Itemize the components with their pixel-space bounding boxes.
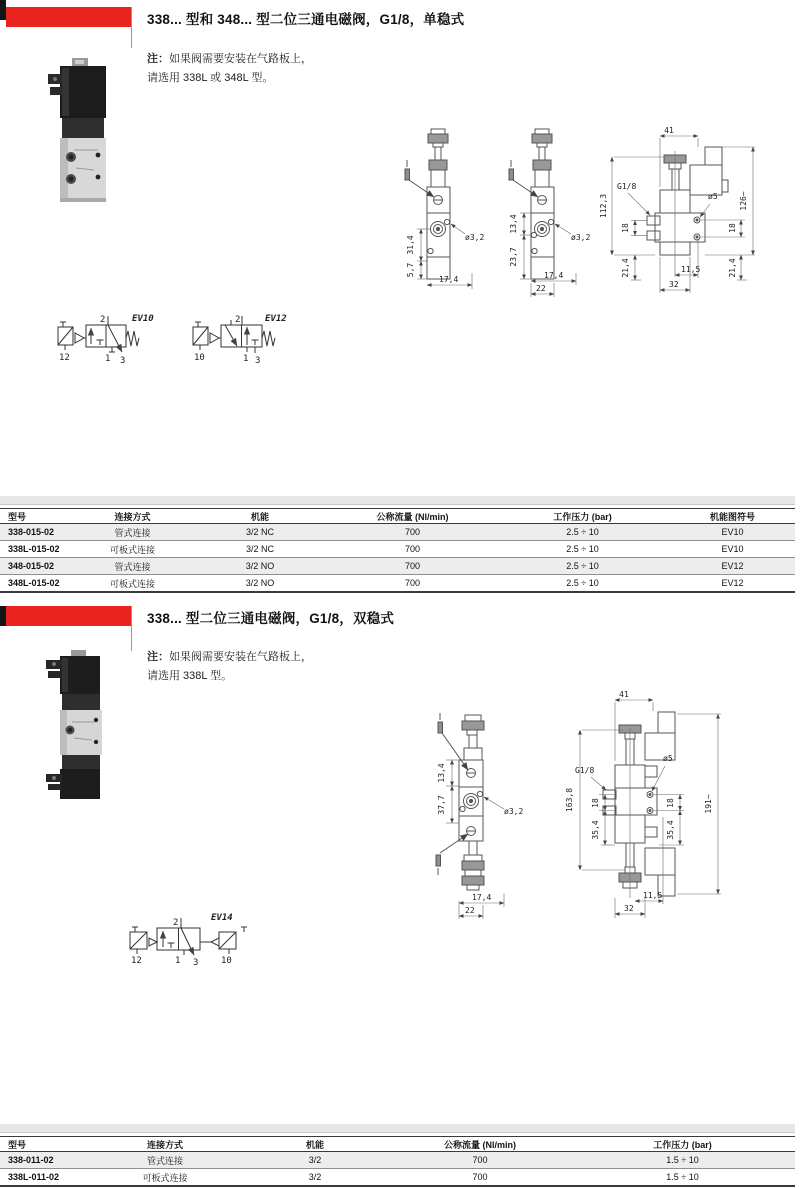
dimensions	[565, 690, 721, 918]
column-header: 连接方式	[90, 1137, 240, 1152]
dim-label: 23,7	[509, 247, 518, 267]
dim-label: 31,4	[406, 235, 415, 255]
port-1: 1	[243, 354, 249, 364]
table-cell: 3/2	[240, 1169, 390, 1187]
table-cell: EV12	[670, 575, 795, 593]
dimensions	[437, 760, 523, 919]
table-top-band	[0, 496, 795, 505]
model-cell: 348-015-02	[0, 558, 75, 575]
table-cell: 1.5 ÷ 10	[570, 1169, 795, 1187]
port-3: 3	[193, 958, 199, 968]
table-cell: 管式连接	[75, 558, 190, 575]
thread-label: G1/8	[617, 182, 637, 191]
table-cell: 3/2 NC	[190, 524, 330, 541]
table-cell: 3/2 NC	[190, 541, 330, 558]
dim-label: 35,4	[591, 820, 600, 840]
table-cell: 3/2 NO	[190, 575, 330, 593]
column-header: 机能	[240, 1137, 390, 1152]
dim-label: 18	[728, 223, 737, 233]
table-row	[0, 1169, 795, 1187]
thread-label: G1/8	[575, 766, 595, 775]
section-title: 338... 型二位三通电磁阀，G1/8，双稳式	[147, 611, 395, 626]
hole-label: ø5	[708, 192, 718, 201]
table-cell: 700	[330, 541, 495, 558]
hole-label: ø3,2	[504, 807, 524, 816]
table-cell: EV10	[670, 541, 795, 558]
table-row	[0, 1152, 795, 1169]
symbol-glyph	[193, 316, 275, 353]
port-3: 3	[120, 356, 126, 366]
dim-label: 41	[619, 690, 629, 699]
column-header: 型号	[0, 509, 75, 524]
dim-label: 13,4	[437, 763, 446, 783]
port-2: 2	[235, 315, 241, 325]
table-row	[0, 541, 795, 558]
dim-label: 21,4	[621, 258, 630, 278]
model-cell: 338L-015-02	[0, 541, 75, 558]
spec-table-single	[0, 508, 795, 593]
table-cell: EV10	[670, 524, 795, 541]
table-cell: 可板式连接	[75, 541, 190, 558]
table-cell: 700	[330, 524, 495, 541]
symbol-name: EV12	[265, 314, 287, 324]
port-3: 3	[255, 356, 261, 366]
port-2: 2	[173, 918, 179, 928]
column-header: 连接方式	[75, 509, 190, 524]
table-cell: 1.5 ÷ 10	[570, 1152, 795, 1169]
dim-label: 32	[669, 280, 679, 289]
dim-label: 37,7	[437, 795, 446, 815]
symbol-ev12	[185, 312, 300, 367]
dim-label: 5,7	[406, 262, 415, 278]
dim-label: 22	[536, 284, 546, 293]
section-title: 338... 型和 348... 型二位三通电磁阀，G1/8，单稳式	[147, 12, 465, 27]
hole-label: ø3,2	[571, 233, 591, 242]
table-row	[0, 524, 795, 541]
column-header: 公称流量 (Nl/min)	[330, 509, 495, 524]
note-line-1: 如果阀需要安装在气路板上，	[169, 651, 312, 663]
table-row	[0, 575, 795, 593]
table-cell: 700	[330, 558, 495, 575]
section-note	[147, 50, 467, 87]
drawing-front-view	[595, 127, 800, 299]
table-cell: 2.5 ÷ 10	[495, 575, 670, 593]
table-cell: 3/2 NO	[190, 558, 330, 575]
model-cell: 338L-011-02	[0, 1169, 90, 1187]
dim-label: 191~	[704, 794, 713, 814]
table-cell: 700	[390, 1152, 570, 1169]
note-prefix: 注：	[147, 651, 169, 663]
column-header: 机能图符号	[670, 509, 795, 524]
port-2: 2	[100, 315, 106, 325]
model-cell: 338-015-02	[0, 524, 75, 541]
dim-label: 35,4	[666, 820, 675, 840]
drawing-front-view-bistable	[555, 683, 800, 923]
dim-label: 126~	[739, 191, 748, 211]
drawing-side-view-1	[393, 127, 508, 297]
drawing-side-view-2	[498, 127, 608, 300]
dim-label: 112,3	[599, 193, 608, 219]
model-cell: 338-011-02	[0, 1152, 90, 1169]
table-cell: 3/2	[240, 1152, 390, 1169]
dim-label: 18	[666, 798, 675, 808]
dim-label: 13,4	[509, 214, 518, 234]
dim-label: 17,4	[439, 275, 459, 284]
dim-label: 18	[621, 223, 630, 233]
dim-label: 18	[591, 798, 600, 808]
table-cell: 2.5 ÷ 10	[495, 524, 670, 541]
symbol-glyph	[58, 316, 139, 352]
dim-label: 163,8	[565, 787, 574, 813]
table-cell: 可板式连接	[75, 575, 190, 593]
header-divider-line	[131, 606, 132, 651]
dim-label: 32	[624, 904, 634, 913]
column-header: 工作压力 (bar)	[570, 1137, 795, 1152]
port-1: 1	[175, 956, 181, 966]
port-12: 12	[59, 353, 70, 363]
dimensions	[599, 127, 755, 293]
header-red-bar	[6, 606, 131, 626]
port-1: 1	[105, 354, 111, 364]
hole-label: ø5	[663, 754, 673, 763]
header-red-bar	[6, 7, 131, 27]
table-row	[0, 558, 795, 575]
note-line-1: 如果阀需要安装在气路板上，	[169, 53, 312, 65]
table-cell: 管式连接	[75, 524, 190, 541]
port-10: 10	[221, 956, 232, 966]
dim-label: 22	[465, 906, 475, 915]
note-line-2: 请选用 338L 型。	[147, 669, 233, 682]
header-row	[0, 1137, 795, 1152]
dim-label: 17,4	[472, 893, 492, 902]
hole-label: ø3,2	[465, 233, 485, 242]
dim-label: 17,4	[544, 271, 564, 280]
table-cell: 700	[390, 1169, 570, 1187]
table-cell: 2.5 ÷ 10	[495, 541, 670, 558]
spec-table-single-wrap	[0, 496, 795, 593]
valve-outline	[405, 129, 450, 279]
symbol-glyph	[130, 918, 247, 955]
symbol-name: EV10	[132, 314, 154, 324]
symbol-ev10	[48, 312, 183, 367]
dim-label: 11,5	[643, 891, 663, 900]
table-cell: EV12	[670, 558, 795, 575]
header-divider-line	[131, 7, 132, 48]
product-photo-valve-single	[48, 58, 118, 204]
column-header: 机能	[190, 509, 330, 524]
table-cell: 可板式连接	[90, 1169, 240, 1187]
column-header: 型号	[0, 1137, 90, 1152]
header-row	[0, 509, 795, 524]
port-12: 12	[131, 956, 142, 966]
port-10: 10	[194, 353, 205, 363]
column-header: 工作压力 (bar)	[495, 509, 670, 524]
table-cell: 管式连接	[90, 1152, 240, 1169]
dimensions	[509, 213, 590, 297]
note-prefix: 注：	[147, 53, 169, 65]
column-header: 公称流量 (Nl/min)	[390, 1137, 570, 1152]
symbol-ev14	[113, 906, 273, 968]
section-note	[147, 648, 467, 685]
dim-label: 41	[664, 127, 674, 135]
model-cell: 348L-015-02	[0, 575, 75, 593]
dim-label: 11,5	[681, 265, 701, 274]
dim-label: 21,4	[728, 258, 737, 278]
symbol-name: EV14	[211, 913, 233, 923]
spec-table-double	[0, 1136, 795, 1187]
note-line-2: 请选用 338L 或 348L 型。	[147, 71, 274, 84]
spec-table-double-wrap	[0, 1124, 795, 1187]
table-cell: 700	[330, 575, 495, 593]
product-photo-valve-double	[46, 650, 116, 805]
valve-outline	[647, 147, 728, 277]
table-top-band	[0, 1124, 795, 1133]
table-cell: 2.5 ÷ 10	[495, 558, 670, 575]
